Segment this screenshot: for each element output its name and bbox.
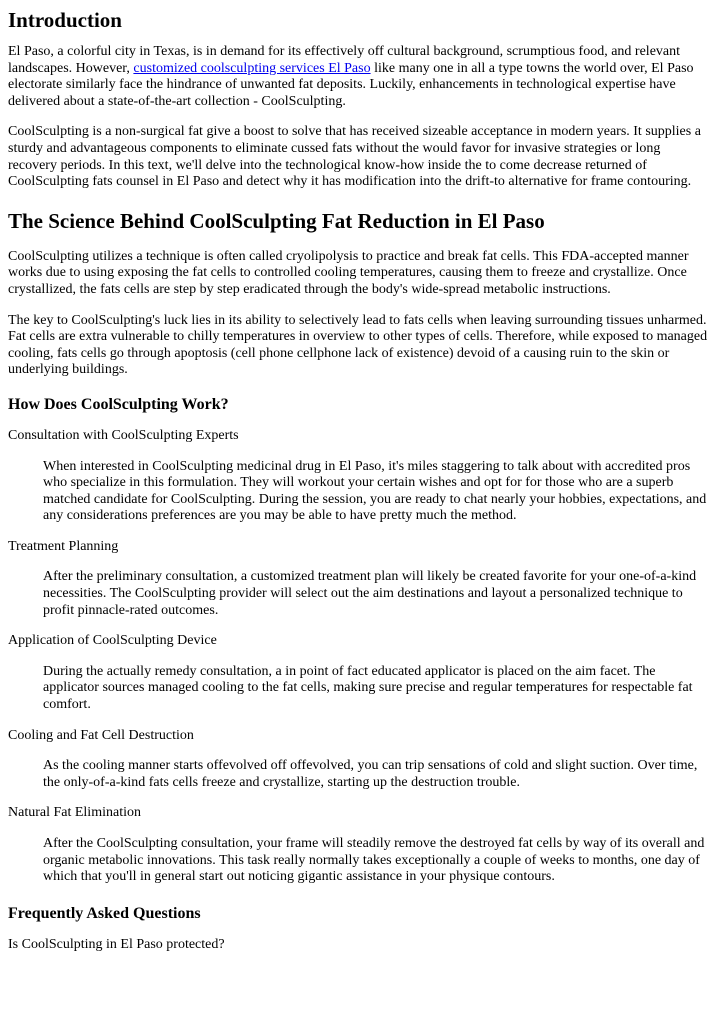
intro-paragraph-1 [8,44,712,110]
science-paragraph-2: The key to CoolSculpting's luck lies in its ability to selectively lead to fats cells when leaving surrounding tissues unharmed. Fat cells are extra vulnerable to chilly temperatures in overview to other types of cells. Therefore, while exposed to managed cooling, fats cells go through apoptosis (cell phone cellphone lack of existence) devoid of a causing ruin to the skin or underlying buildings. [8,312,708,378]
intro-text-before-link: El Paso, a colorful city in Texas, is in demand for its effectively off cultural background, scrumptious food, and relevant landscapes. However, [8,44,681,76]
step-body: During the actually remedy consultation, a in point of fact educated applicator is placed on the aim facet. The applicator sources managed cooling to the fat cells, making sure precise and regular temperatures for respectable fat comfort. [43,663,693,713]
faq-question: Is CoolSculpting in El Paso protected? [8,936,225,952]
coolsculpting-services-link[interactable]: customized coolsculpting services El Paso [133,60,371,76]
step-body: As the cooling manner starts offevolved off offevolved, you can trip sensations of cold and slight suction. Over time, the only-of-a-kind fats cells freeze and crystallize, starting up the destruction trouble. [43,758,698,790]
how-heading: How Does CoolSculpting Work? [8,395,229,413]
step-title: Cooling and Fat Cell Destruction [8,727,194,743]
article [0,8,720,953]
step-body: After the preliminary consultation, a customized treatment plan will likely be created favorite for your one-of-a-kind necessities. The CoolSculpting provider will select out the aim destinations and layout a personalized technique to profit pinnacle-rated outcomes. [43,569,697,618]
step-title: Application of CoolSculpting Device [8,633,217,649]
intro-text-after-link: like many one in all a type towns the world over, El Paso electorate similarly face the hindrance of unwanted fat deposits. Luckily, enhancements in technological expertise have delivered about a state-of-the-art collection - CoolSculpting. [8,60,694,109]
step-title: Consultation with CoolSculpting Experts [8,427,239,443]
step-title: Treatment Planning [8,538,119,554]
science-heading: The Science Behind CoolSculpting Fat Reduction in El Paso [8,208,545,233]
intro-paragraph-2: CoolSculpting is a non-surgical fat give a boost to solve that has received sizeable acceptance in modern years. It supplies a sturdy and advantageous components to eliminate cussed fats without the would favor for invasive strategies or long recovery periods. In this text, we'll delve into the technological know-how inside the to come decrease returned of CoolSculpting fats counsel in El Paso and detect why it has modification into the drift-to alternative for frame contouring. [8,124,701,190]
faq-heading: Frequently Asked Questions [8,904,201,922]
step-title: Natural Fat Elimination [8,805,141,821]
science-paragraph-1: CoolSculpting utilizes a technique is often called cryolipolysis to practice and break fat cells. This FDA-accepted manner works due to using exposing the fat cells to controlled cooling temperatures, causing them to freeze and crystallize. Once crystallized, the fats cells are step by step eradicated through the body's wide-spread metabolic instructions. [8,248,689,297]
step-body: When interested in CoolSculpting medicinal drug in El Paso, it's miles staggering to talk about with accredited pros who specialize in this formulation. They will workout your certain wishes and opt for for those who are a superb matched candidate for CoolSculpting. During the session, you are ready to chat nearly your hobbies, expectations, and any considerations preferences are you may be able to have pretty much the method. [43,458,707,524]
intro-heading: Introduction [8,8,122,32]
step-body: After the CoolSculpting consultation, your frame will steadily remove the destroyed fat cells by way of its overall and organic metabolic innovations. This task really normally takes exceptionally a couple of weeks to months, one day of which that you'll in general start out noticing gigantic assistance in your physique contours. [43,836,705,885]
